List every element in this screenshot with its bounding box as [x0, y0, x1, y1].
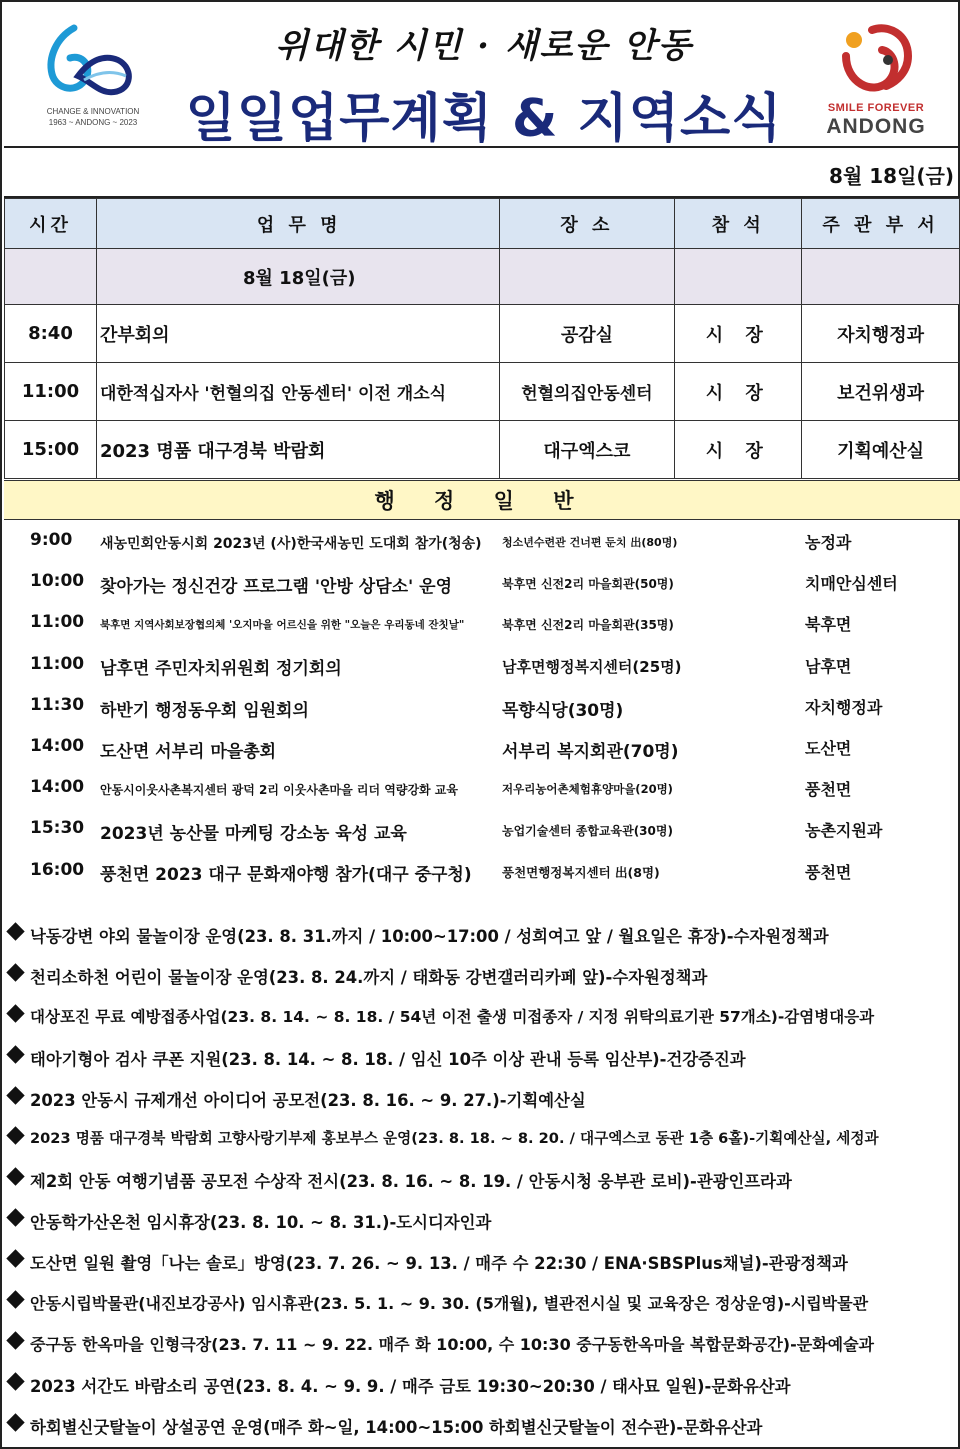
day-place-cell: [499, 249, 675, 305]
item-task: 안동시이웃사촌복지센터 광덕 2리 이웃사촌마을 리더 역량강화 교육: [100, 782, 458, 797]
day-row: [5, 249, 960, 305]
item-place: 저우리농어촌체험휴양마을(20명): [502, 782, 673, 797]
table-row: [5, 421, 960, 479]
notice-item: [4, 1365, 960, 1406]
andong-brand-logo: [816, 16, 936, 140]
table-row: [5, 363, 960, 421]
list-item: [4, 520, 960, 561]
item-task: 풍천면 2023 대구 문화재야행 참가(대구 중구청): [100, 865, 472, 886]
day-attend-cell: [675, 249, 802, 305]
item-task: 2023년 농산물 마케팅 강소농 육성 교육: [100, 824, 407, 845]
item-place: 풍천면행정복지센터 出(8명): [502, 865, 660, 880]
diamond-bullet-icon: [6, 1127, 24, 1145]
notice-text: 대상포진 무료 예방접종사업(23. 8. 14. ~ 8. 18. / 54년 이전 출생 미접종자 / 지정 위탁의료기관 57개소)-감염병대응과: [30, 1007, 875, 1026]
row-place: 헌혈의집안동센터: [499, 363, 675, 421]
item-dept: 농촌지원과: [805, 821, 883, 841]
day-time-cell: [5, 249, 97, 305]
item-time: 11:30: [30, 694, 85, 715]
list-item: [4, 850, 960, 891]
diamond-bullet-icon: [6, 1045, 24, 1063]
diamond-bullet-icon: [6, 1413, 24, 1431]
notice-item: [4, 1201, 960, 1242]
diamond-bullet-icon: [6, 1168, 24, 1186]
header-time: 시간: [5, 199, 97, 249]
row-time: 8:40: [5, 305, 97, 363]
anniversary-logo: [34, 16, 152, 136]
item-dept: 풍천면: [805, 780, 852, 800]
notice-text: 안동시립박물관(내진보강공사) 임시휴관(23. 5. 1. ~ 9. 30. (5개월), 별관전시실 및 교육장은 정상운영)-시립박물관: [30, 1294, 869, 1314]
row-dept: 보건위생과: [802, 363, 960, 421]
notice-item: [4, 1119, 960, 1160]
row-task: 2023 명품 대구경북 박람회: [96, 421, 499, 479]
notice-item: [4, 997, 960, 1038]
list-item: [4, 767, 960, 808]
item-place: 남후면행정복지센터(25명): [502, 657, 682, 676]
list-item: [4, 561, 960, 602]
item-dept: 북후면: [805, 615, 852, 635]
item-task: 도산면 서부리 마을총회: [100, 741, 277, 762]
table-header-row: [5, 199, 960, 249]
row-attend: 시 장: [675, 363, 802, 421]
diamond-bullet-icon: [6, 1086, 24, 1104]
notice-item: [4, 915, 960, 956]
slogan: 위대한 시민 · 새로운 안동: [275, 26, 693, 66]
item-dept: 치매안심센터: [805, 574, 898, 594]
row-dept: 자치행정과: [802, 305, 960, 363]
table-row: [5, 305, 960, 363]
brand-line-2: ANDONG: [826, 115, 926, 138]
item-task: 남후면 주민자치위원회 정기회의: [100, 659, 342, 680]
notice-text: 하회별신굿탈놀이 상설공연 운영(매주 화~일, 14:00~15:00 하회별신굿탈놀이 전수관)-문화유산과: [30, 1417, 763, 1437]
diamond-bullet-icon: [6, 922, 24, 940]
notice-text: 낙동강변 야외 물놀이장 운영(23. 8. 31.까지 / 10:00~17:00 / 성희여고 앞 / 월요일은 휴장)-수자원정책과: [30, 927, 829, 946]
date-label: 8월 18일(금): [829, 164, 954, 188]
notice-item: [4, 956, 960, 997]
day-label: 8월 18일(금): [96, 249, 499, 305]
item-place: 농업기술센터 종합교육관(30명): [502, 824, 673, 839]
logo-caption-1: CHANGE & INNOVATION: [46, 107, 140, 116]
row-place: 대구엑스코: [499, 421, 675, 479]
notice-text: 중구동 한옥마을 인형극장(23. 7. 11 ~ 9. 22. 매주 화 10:00, 수 10:30 중구동한옥마을 복합문화공간)-문화예술과: [30, 1334, 875, 1354]
item-time: 10:00: [30, 571, 85, 592]
item-dept: 풍천면: [805, 862, 852, 882]
item-task: 새농민회안동시회 2023년 (사)한국새농민 도대회 참가(청송): [100, 535, 482, 552]
notice-item: [4, 1406, 960, 1447]
notice-text: 천리소하천 어린이 물놀이장 운영(23. 8. 24.까지 / 태화동 강변갤러리카페 앞)-수자원정책과: [30, 967, 708, 987]
diamond-bullet-icon: [6, 1290, 24, 1308]
item-time: 11:00: [30, 612, 85, 633]
item-place: 목향식당(30명): [502, 700, 624, 721]
day-dept-cell: [802, 249, 960, 305]
notice-text: 안동학가산온천 임시휴장(23. 8. 10. ~ 8. 31.)-도시디자인과: [30, 1213, 492, 1233]
notice-text: 태아기형아 검사 쿠폰 지원(23. 8. 14. ~ 8. 18. / 임신 10주 이상 관내 등록 임산부)-건강증진과: [30, 1049, 746, 1069]
diamond-bullet-icon: [6, 1004, 24, 1022]
schedule-table: [4, 198, 960, 479]
item-dept: 남후면: [805, 656, 852, 676]
item-place: 북후면 신전2리 마을회관(35명): [502, 618, 674, 633]
item-time: 15:30: [30, 818, 85, 839]
diamond-bullet-icon: [6, 1331, 24, 1349]
row-task: 대한적십자사 '헌혈의집 안동센터' 이전 개소식: [96, 363, 499, 421]
item-task: 하반기 행정동우회 임원회의: [100, 700, 309, 721]
general-section-title: 행 정 일 반: [4, 480, 960, 520]
row-place: 공감실: [499, 305, 675, 363]
header-banner: [4, 4, 960, 148]
item-dept: 자치행정과: [805, 697, 883, 717]
notice-text: 2023 명품 대구경북 박람회 고향사랑기부제 홍보부스 운영(23. 8. 18. ~ 8. 20. / 대구엑스코 동관 1층 6홀)-기획예산실, 세정과: [30, 1130, 879, 1148]
diamond-bullet-icon: [6, 1249, 24, 1267]
row-attend: 시 장: [675, 421, 802, 479]
notice-text: 제2회 안동 여행기념품 공모전 수상작 전시(23. 8. 16. ~ 8. 19. / 안동시청 웅부관 로비)-관광인프라과: [30, 1172, 792, 1192]
list-item: [4, 685, 960, 726]
list-item: [4, 602, 960, 643]
item-time: 9:00: [30, 530, 73, 550]
notice-item: [4, 1283, 960, 1324]
row-time: 15:00: [5, 421, 97, 479]
header-attend: 참 석: [675, 199, 802, 249]
notice-item: [4, 1324, 960, 1365]
diamond-bullet-icon: [6, 963, 24, 981]
notice-item: [4, 1242, 960, 1283]
item-time: 16:00: [30, 859, 85, 880]
row-task: 간부회의: [96, 305, 499, 363]
notice-text: 도산면 일원 촬영「나는 솔로」방영(23. 7. 26. ~ 9. 13. / 매주 수 22:30 / ENA·SBSPlus채널)-관광정책과: [30, 1254, 848, 1274]
notice-item: [4, 1160, 960, 1201]
diamond-bullet-icon: [6, 1372, 24, 1390]
row-dept: 기획예산실: [802, 421, 960, 479]
item-task: 찾아가는 정신건강 프로그램 '안방 상담소' 운영: [100, 576, 453, 597]
list-item: [4, 644, 960, 685]
date-row: [4, 148, 960, 198]
list-item: [4, 808, 960, 849]
item-dept: 도산면: [805, 738, 852, 758]
item-place: 청소년수련관 건너편 둔치 出(80명): [502, 536, 678, 550]
sixty-infinity-icon: [34, 16, 152, 106]
header-place: 장 소: [499, 199, 675, 249]
smile-andong-icon: [816, 16, 936, 102]
list-item: [4, 726, 960, 767]
item-place: 서부리 복지회관(70명): [502, 741, 679, 762]
notice-item: [4, 1079, 960, 1120]
notice-text: 2023 안동시 규제개선 아이디어 공모전(23. 8. 16. ~ 9. 27.)-기획예산실: [30, 1090, 586, 1110]
item-task: 북후면 지역사회보장협의체 '오지마을 어르신을 위한 "오늘은 우리동네 잔칫날": [100, 619, 465, 632]
diamond-bullet-icon: [6, 1209, 24, 1227]
item-place: 북후면 신전2리 마을회관(50명): [502, 576, 674, 591]
brand-line-1: SMILE FOREVER: [827, 102, 925, 114]
row-time: 11:00: [5, 363, 97, 421]
header-task: 업 무 명: [96, 199, 499, 249]
notice-text: 2023 서간도 바람소리 공연(23. 8. 4. ~ 9. 9. / 매주 금토 19:30~20:30 / 태사묘 일원)-문화유산과: [30, 1376, 791, 1396]
general-list: [4, 520, 960, 891]
page-title: 일일업무계획 & 지역소식: [185, 89, 783, 149]
notice-item: [4, 1038, 960, 1079]
item-time: 14:00: [30, 777, 85, 798]
notice-list: [4, 915, 960, 1447]
header-dept: 주 관 부 서: [802, 199, 960, 249]
item-dept: 농정과: [805, 533, 852, 552]
row-attend: 시 장: [675, 305, 802, 363]
item-time: 11:00: [30, 653, 85, 674]
logo-caption-2: 1963 ~ ANDONG ~ 2023: [48, 118, 138, 127]
item-time: 14:00: [30, 735, 85, 756]
